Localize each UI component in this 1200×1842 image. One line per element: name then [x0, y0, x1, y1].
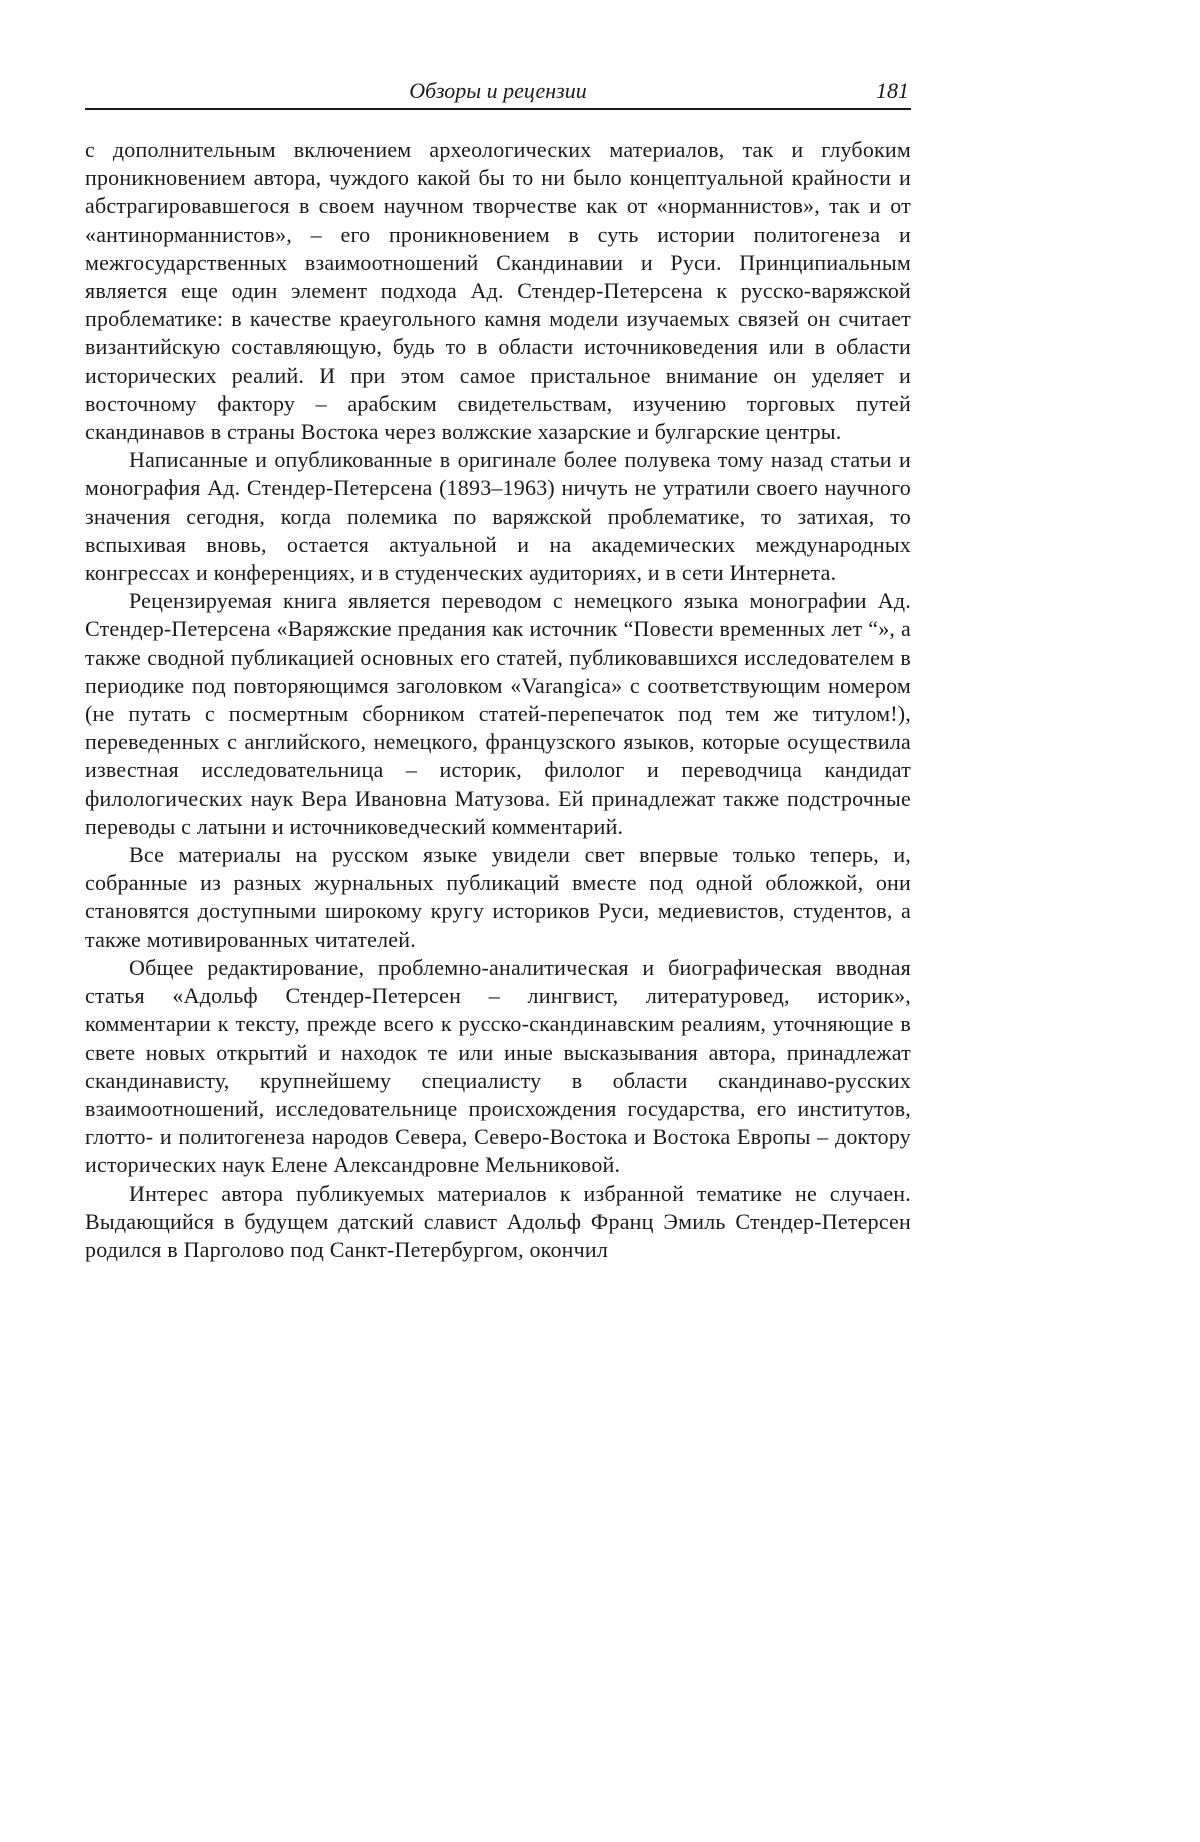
page-body [85, 136, 911, 1264]
paragraph-1: с дополнительным включением археологических материалов, так и глубоким проникновением автора, чуждого какой бы то ни было концептуальной крайности и абстрагировавшегося в своем научном творчестве как от «норманнистов», так и от «антинорманнистов», – его проникновением в суть истории политогенеза и межгосударственных взаимоотношений Скандинавии и Руси. Принципиальным является еще один элемент подхода Ад. Стендер-Петерсена к русско-варяжской проблематике: в качестве краеугольного камня модели изучаемых связей он считает византийскую составляющую, будь то в области источниковедения или в области исторических реалий. И при этом самое пристальное внимание он уделяет и восточному фактору – арабским свидетельствам, изучению торговых путей скандинавов в страны Востока через волжские хазарские и булгарские центры. [85, 137, 911, 445]
running-head [85, 78, 911, 110]
paragraph-6: Интерес автора публикуемых материалов к избранной тематике не случаен. Выдающийся в будущем датский славист Адольф Франц Эмиль Стендер-Петерсен родился в Парголово под Санкт-Петербургом, окончил [85, 1180, 911, 1262]
paragraph-3: Рецензируемая книга является переводом с немецкого языка монографии Ад. Стендер-Петерсена «Варяжские предания как источник “Повести временных лет “», а также сводной публикацией основных его статей, публиковавшихся исследователем в периодике под повторяющимся заголовком «Varangica» с соответствующим номером (не путать с посмертным сборником статей-перепечаток под тем же титулом!), переведенных с английского, немецкого, французского языков, которые осуществила известная исследовательница – историк, филолог и переводчица кандидат филологических наук Вера Ивановна Матузова. Ей принадлежат также подстрочные переводы с латыни и источниковедческий комментарий. [85, 588, 911, 839]
page-number: 181 [876, 78, 909, 103]
running-head-title: Обзоры и рецензии [409, 78, 587, 103]
paragraph-5: Общее редактирование, проблемно-аналитическая и биографическая вводная статья «Адольф Стендер-Петерсен – лингвист, литературовед, историк», комментарии к тексту, прежде всего к русско-скандинавским реалиям, уточняющие в свете новых открытий и находок те или иные высказывания автора, принадлежат скандинависту, крупнейшему специалисту в области скандинаво-русских взаимоотношений, исследовательнице происхождения государства, его институтов, глотто- и политогенеза народов Севера, Северо-Востока и Востока Европы – доктору исторических наук Елене Александровне Мельниковой. [85, 954, 911, 1178]
paragraph-2: Написанные и опубликованные в оригинале более полувека тому назад статьи и монография Ад. Стендер-Петерсена (1893–1963) ничуть не утратили своего научного значения сегодня, когда полемика по варяжской проблематике, то затихая, то вспыхивая вновь, остается актуальной и на академических международных конгрессах и конференциях, и в студенческих аудиториях, и в сети Интернета. [85, 447, 911, 586]
text-column [85, 78, 911, 1264]
paragraph-4: Все материалы на русском языке увидели свет впервые только теперь, и, собранные из разных журнальных публикаций вместе под одной обложкой, они становятся доступными широкому кругу историков Руси, медиевистов, студентов, а также мотивированных читателей. [85, 842, 911, 952]
